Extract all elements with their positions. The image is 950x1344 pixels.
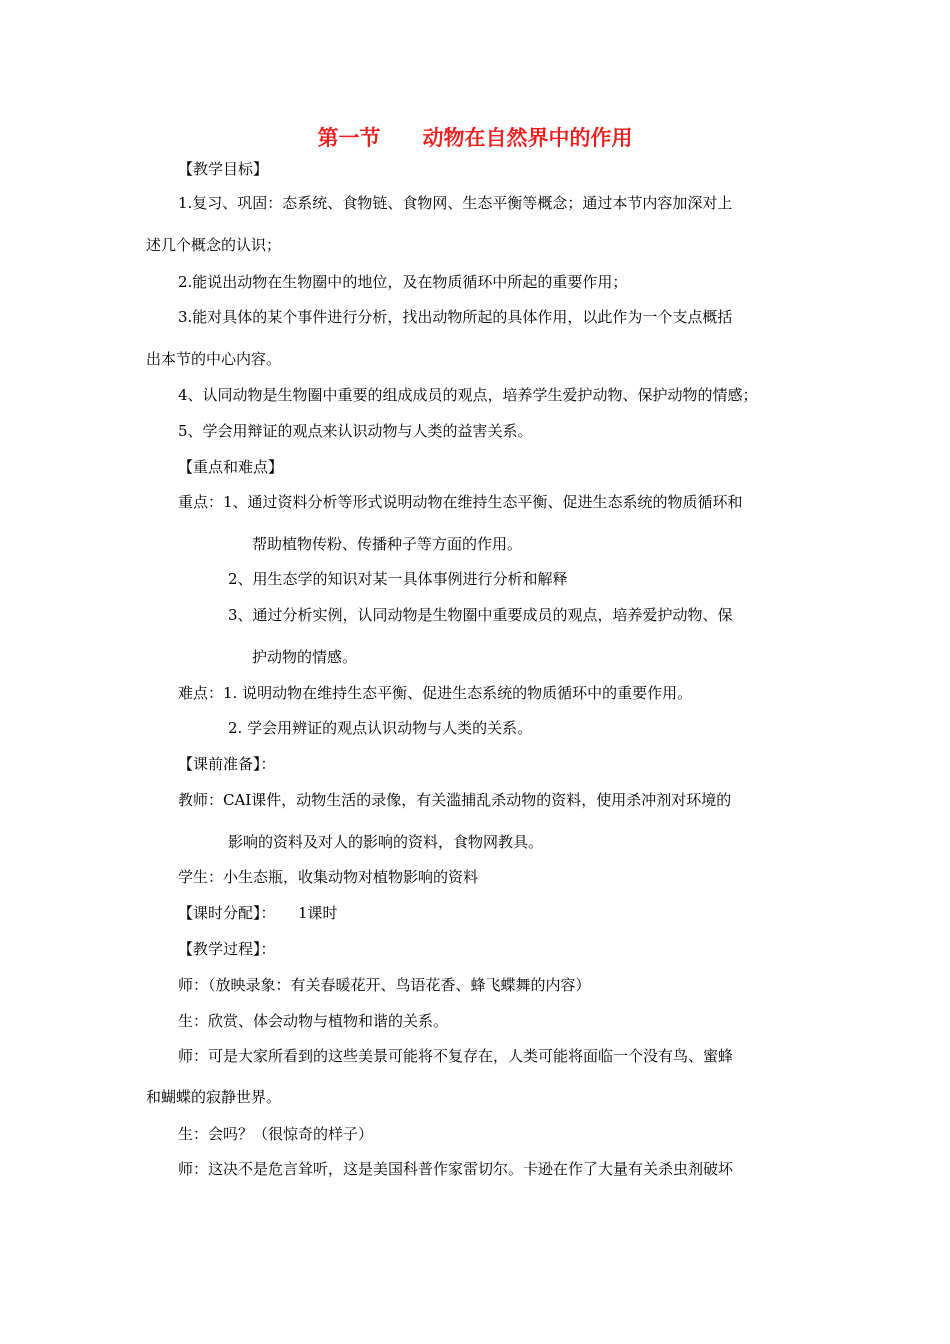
section-heading-objectives: 【教学目标】 — [178, 160, 269, 178]
objective-2: 2.能说出动物在生物圈中的地位，及在物质循环中所起的重要作用； — [178, 273, 628, 291]
key-point-2: 2、用生态学的知识对某一具体事例进行分析和解释 — [228, 570, 568, 588]
dialogue-2: 生：欣赏、体会动物与植物和谐的关系。 — [178, 1012, 449, 1030]
dialogue-3-line-2: 和蝴蝶的寂静世界。 — [146, 1088, 282, 1106]
key-point-3-line-2: 护动物的情感。 — [252, 648, 358, 666]
dialogue-5: 师：这决不是危言耸听，这是美国科普作家雷切尔。卡逊在作了大量有关杀虫剂破坏 — [178, 1160, 734, 1178]
teacher-prep-line-1: 教师：CAI课件，动物生活的录像，有关滥捕乱杀动物的资料，使用杀冲剂对环境的 — [178, 791, 732, 809]
section-heading-process: 【教学过程】： — [178, 940, 276, 958]
objective-4: 4、认同动物是生物圈中重要的组成成员的观点，培养学生爱护动物、保护动物的情感； — [178, 386, 758, 404]
key-point-3-line-1: 3、通过分析实例，认同动物是生物圈中重要成员的观点，培养爱护动物、保 — [228, 606, 733, 624]
difficulty-2: 2. 学会用辨证的观点认识动物与人类的关系。 — [228, 719, 533, 737]
dialogue-1: 师：（放映录象：有关春暖花开、鸟语花香、蜂飞蝶舞的内容） — [178, 976, 591, 994]
objective-5: 5、学会用辩证的观点来认识动物与人类的益害关系。 — [178, 422, 533, 440]
difficulty-1: 难点：1. 说明动物在维持生态平衡、促进生态系统的物质循环中的重要作用。 — [178, 684, 693, 702]
objective-3-line-1: 3.能对具体的某个事件进行分析，找出动物所起的具体作用，以此作为一个支点概括 — [178, 308, 733, 326]
dialogue-3-line-1: 师：可是大家所看到的这些美景可能将不复存在，人类可能将面临一个没有鸟、蜜蜂 — [178, 1047, 734, 1065]
key-point-1-line-2: 帮助植物传粉、传播种子等方面的作用。 — [252, 535, 523, 553]
page-title: 第一节 动物在自然界中的作用 — [317, 126, 633, 150]
section-heading-time: 【课时分配】： 1课时 — [178, 904, 338, 922]
section-heading-preparation: 【课前准备】： — [178, 755, 276, 773]
key-point-1-line-1: 重点：1、通过资料分析等形式说明动物在维持生态平衡、促进生态系统的物质循环和 — [178, 493, 743, 511]
objective-3-line-2: 出本节的中心内容。 — [146, 350, 282, 368]
section-heading-key-points: 【重点和难点】 — [178, 458, 284, 476]
teacher-prep-line-2: 影响的资料及对人的影响的资料，食物网教具。 — [228, 833, 544, 851]
dialogue-4: 生：会吗？（很惊奇的样子） — [178, 1125, 374, 1143]
objective-1-line-1: 1.复习、巩固：态系统、食物链、食物网、生态平衡等概念；通过本节内容加深对上 — [178, 194, 733, 212]
student-prep: 学生：小生态瓶，收集动物对植物影响的资料 — [178, 868, 479, 886]
objective-1-line-2: 述几个概念的认识； — [146, 236, 282, 254]
